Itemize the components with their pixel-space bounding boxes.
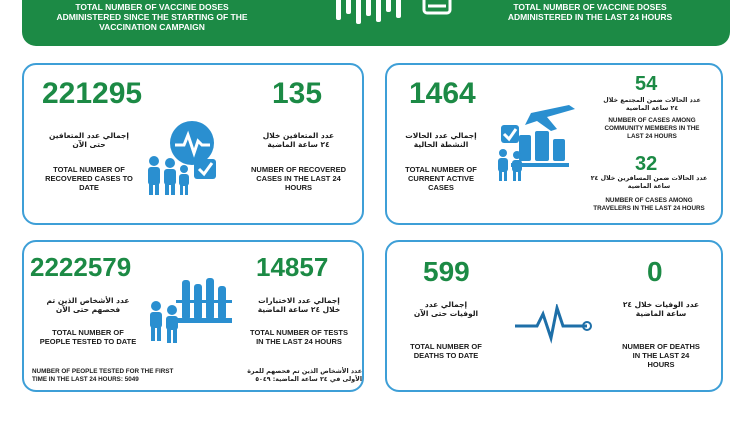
top-banner <box>22 0 730 46</box>
label-line: ٢٤ ساعة الماضية <box>625 105 679 112</box>
label-line: عدد الأشخاص الذين تم فحصهم للمرة <box>247 368 362 375</box>
label-line: PEOPLE TESTED TO DATE <box>39 337 137 346</box>
banner-left-line: TOTAL NUMBER OF VACCINE DOSES <box>75 2 229 12</box>
recovered-total-arabic <box>34 131 144 149</box>
traveler-cases-arabic <box>577 175 721 191</box>
deaths-daily-english <box>605 342 717 369</box>
label-line: NUMBER OF PEOPLE TESTED FOR THE FIRST <box>32 368 174 375</box>
tests-card <box>22 240 364 392</box>
label-line: ساعة الماضية <box>627 183 671 190</box>
banner-left-line: ADMINISTERED SINCE THE STARTING OF THE <box>56 12 248 22</box>
people-tested-english <box>32 328 144 346</box>
heartbeat-line-icon <box>513 304 593 344</box>
label-line: عدد الحالات ضمن المسافرين خلال ٢٤ <box>590 175 708 182</box>
label-line: NUMBER OF RECOVERED <box>250 165 346 174</box>
label-line: TOTAL NUMBER OF TESTS <box>250 328 348 337</box>
active-cases-card <box>385 63 723 225</box>
label-line: NUMBER OF CASES AMONG <box>608 117 696 124</box>
label-line: خلال ٢٤ ساعة الماضية <box>257 305 341 314</box>
label-line: CASES <box>428 183 454 192</box>
deaths-card <box>385 240 723 392</box>
tests-daily-arabic <box>236 296 362 314</box>
first-time-tested-arabic <box>230 368 362 384</box>
label-line: HOURS <box>647 360 675 369</box>
traveler-cases-english <box>577 197 721 213</box>
label-line: الوفيات حتى الآن <box>413 309 479 318</box>
label-line: إجمالي عدد المتعافين <box>49 131 129 140</box>
deaths-daily-value: 0 <box>647 256 663 287</box>
label-line: DATE <box>79 183 99 192</box>
label-line: COMMUNITY MEMBERS IN THE <box>604 125 700 132</box>
label-line: TOTAL NUMBER OF <box>52 328 124 337</box>
label-line: حتى الآن <box>72 140 106 149</box>
community-cases-value: 54 <box>635 73 658 95</box>
label-line: HOURS <box>284 183 313 192</box>
label-line: NUMBER OF CASES AMONG <box>605 197 693 204</box>
label-line: عدد الحالات ضمن المجتمع خلال <box>603 97 701 104</box>
community-cases-arabic <box>583 97 721 113</box>
recovered-card <box>22 63 364 225</box>
deaths-daily-arabic <box>605 300 717 318</box>
people-tested-arabic <box>32 296 144 314</box>
label-line: عدد المتعافين خلال <box>262 131 335 140</box>
label-line: RECOVERED CASES TO <box>45 174 133 183</box>
label-line: TRAVELERS IN THE LAST 24 HOURS <box>593 205 705 212</box>
banner-left-line: VACCINATION CAMPAIGN <box>99 22 205 32</box>
travel-airplane-luggage-icon <box>491 95 581 185</box>
recovered-daily-arabic <box>236 131 361 149</box>
label-line: عدد الأشخاص الذين تم <box>46 296 130 305</box>
recovered-total-english <box>34 165 144 192</box>
label-line: TOTAL NUMBER OF <box>405 165 477 174</box>
traveler-cases-value: 32 <box>635 153 658 175</box>
label-line: NUMBER OF DEATHS <box>622 342 700 351</box>
banner-right-line: TOTAL NUMBER OF VACCINE DOSES <box>513 2 667 12</box>
label-line: CURRENT ACTIVE <box>408 174 474 183</box>
active-total-english <box>393 165 489 192</box>
banner-right-text <box>460 2 720 22</box>
label-line: IN THE LAST 24 <box>632 351 690 360</box>
label-line: CASES IN THE LAST 24 <box>256 174 341 183</box>
active-total-arabic <box>393 131 489 149</box>
label-line: إجمالي عدد الحالات <box>405 131 477 140</box>
community-cases-english <box>583 117 721 141</box>
label-line: النشطة الحالية <box>413 140 469 149</box>
vaccine-vials-icon <box>318 0 478 28</box>
label-line: ساعة الماضية <box>635 309 687 318</box>
banner-right-line: ADMINISTERED IN THE LAST 24 HOURS <box>507 12 673 22</box>
label-line: DEATHS TO DATE <box>413 351 479 360</box>
label-line: الأولى في ٢٤ ساعة الماضية: ٥٠٤٩ <box>255 376 362 383</box>
active-total-value: 1464 <box>409 77 476 110</box>
deaths-total-value: 599 <box>423 256 470 287</box>
recovered-people-monitor-icon <box>142 119 232 199</box>
first-time-tested-english <box>32 368 232 384</box>
label-line: إجمالي عدد <box>424 300 468 309</box>
deaths-total-english <box>393 342 499 360</box>
label-line: عدد الوفيات خلال ٢٤ <box>622 300 700 309</box>
label-line: IN THE LAST 24 HOURS <box>256 337 342 346</box>
label-line: ٢٤ ساعة الماضية <box>267 140 330 149</box>
people-tested-value: 2222579 <box>30 252 132 282</box>
tests-daily-english <box>236 328 362 346</box>
label-line: فحصهم حتى الآن <box>55 305 121 314</box>
banner-left-text <box>32 2 272 32</box>
label-line: TIME IN THE LAST 24 HOURS: 5049 <box>32 376 139 383</box>
label-line: TOTAL NUMBER OF <box>410 342 482 351</box>
recovered-daily-english <box>236 165 361 192</box>
label-line: إجمالي عدد الاختبارات <box>258 296 340 305</box>
label-line: LAST 24 HOURS <box>627 133 677 140</box>
recovered-daily-value: 135 <box>272 77 323 110</box>
label-line: TOTAL NUMBER OF <box>53 165 125 174</box>
calendar-box-icon <box>422 0 452 16</box>
tests-daily-value: 14857 <box>256 252 329 282</box>
test-tubes-people-icon <box>146 278 236 348</box>
deaths-total-arabic <box>393 300 499 318</box>
recovered-total-value: 221295 <box>42 77 143 110</box>
